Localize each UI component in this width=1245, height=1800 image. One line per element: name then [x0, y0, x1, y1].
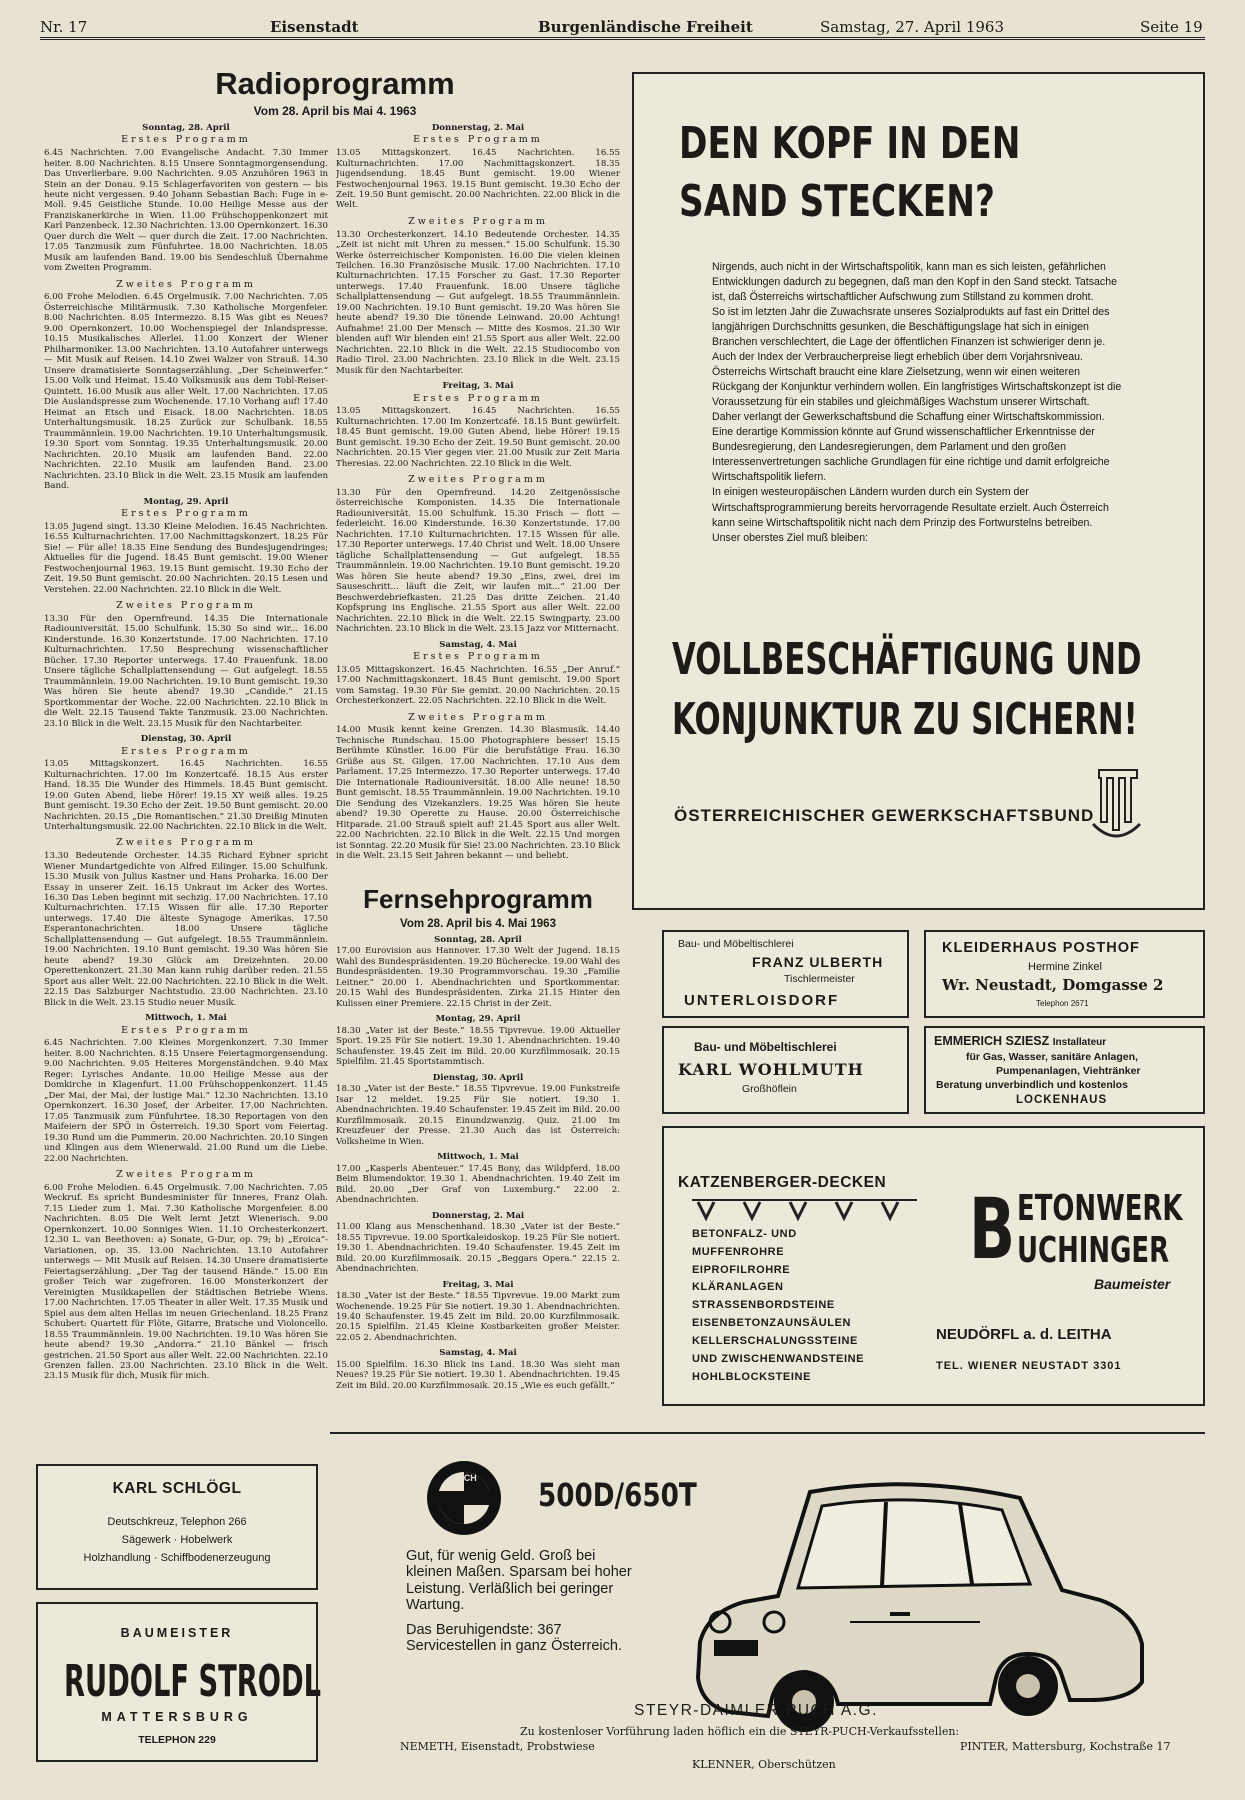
buchinger-initial: B	[969, 1180, 1016, 1278]
radio-subtitle: Vom 28. April bis Mai 4. 1963	[253, 104, 417, 118]
schloegl-line2: Sägewerk · Hobelwerk	[121, 1534, 233, 1546]
buchinger-item: STRASSENBORDSTEINE	[692, 1299, 835, 1312]
strodl-name: RUDOLF STRODL	[64, 1656, 321, 1707]
schloegl-name: KARL SCHLÖGL	[112, 1480, 242, 1497]
ulberth-place: UNTERLOISDORF	[684, 992, 840, 1009]
ogb-logo-icon	[1089, 764, 1144, 846]
sziesz-line4: Beratung unverbindlich und kostenlos	[936, 1079, 1128, 1091]
ogb-body: Nirgends, auch nicht in der Wirtschaftspolitik, kann man es sich leisten, gefährlichen Entwicklungen dadurch zu begegnen, daß man den Kopf in den Sand steckt. Tatsache ist, daß Österreichs wirtschaftlicher Aufschwung zum Stillstand zu kommen droht. So ist im letzten Jahr die Zuwachsrate unseres Sozialprodukts auf fast ein Drittel des langjährigen Durchschnitts gesunken, die Beschäftigungslage hat sich in einigen Branchen verschlechtert, die Lage der öffentlichen Finanzen ist schwieriger denn je. Auch der Index der Verbraucherpreise liegt erheblich über dem Vorjahrsniveau. Österreichs Wirtschaft braucht eine klare Zielsetzung, wenn wir einen weiteren Rückgang der Konjunktur verhindern wollen. Ein langfristiges Wirtschaftskonzept ist die Voraussetzung für ein stabiles und gleichmäßiges Wachstum unserer Wirtschaft. Daher verlangt der Gewerkschaftsbund die Schaffung einer Wirtschaftskommission. Eine derartige Kommission könnte auf Grund wissenschaftlicher Erkenntnisse der Bundesregierung, den Landesregierungen, dem Parlament und den großen Interessenvertretungen sachliche Grundlagen für eine richtige und damit erfolgreiche Wirtschaftspolitik liefern. In einigen westeuropäischen Ländern wurden durch ein System der Wirtschaftsprogrammierung bereits hervorragende Resultate erzielt. Auch Österreich kann seine Wirtschaftspolitik nicht nach dem Prinzip des Fortwurstelns betreiben. Unser oberstes Ziel muß bleiben:	[712, 261, 1122, 544]
radio-block: Zweites Programm 13.30 Orchesterkonzert. 14.10 Bedeutende Orchester. 14.35 „Zeit ist nicht mit Uhren zu messen.“ 15.00 Schulfunk. 15.30 Werke österreichischer Komponisten. 16.00 Die vielen kleinen Teilchen. 16.30 Französische Musik. 17.00 Nachrichten. 17.10 Kulturnachrichten. 17.15 Forscher zu Gast. 17.30 Reporter unterwegs. 17.40 Frauenfunk. 18.00 Unsere tägliche Schallplattensendung — Gut aufgelegt. 18.55 Traummännlein. 19.00 Nachrichten. 19.10 Bunt gemischt. 19.20 Was hören Sie heute abend? 19.30 Die tönende Leinwand. 20.00 Achtung! Aufnahme! 21.00 Der Mensch — Mitte des Kosmos. 21.30 Wir blenden auf! Wir blenden ein! 21.55 Sport aus aller Welt. 22.00 Nachrichten. 22.10 Blick in die Welt. 22.15 Studiocombo von Radio Tirol. 23.00 Nachrichten. 23.10 Blick in die Welt. 23.15 Musik für den Nachtarbeiter.	[336, 215, 620, 376]
sziesz-name: EMMERICH SZIESZ	[934, 1034, 1050, 1048]
buchinger-rest-2: UCHINGER	[1017, 1230, 1170, 1271]
strodl-telephone: TELEPHON 229	[138, 1734, 216, 1746]
ad-ulberth	[662, 930, 909, 1018]
tv-block: Sonntag, 28. April 17.00 Eurovision aus Hannover. 17.30 Welt der Jugend. 18.15 Wahl des Bundespräsidenten. 19.20 Bücherecke. 19.00 Wahl des Bundespräsidenten. 19.30 Programmvorschau. 19.30 „Familie Leitner.“ 20.00 1. Abendnachrichten und Sportkommentar. 20.15 Wahl des Bundespräsidenten. Zirka 21.15 Hinter den Kulissen einer Premiere. 22.15 Christ in der Zeit.	[336, 935, 620, 1009]
sziesz-place: LOCKENHAUS	[1016, 1094, 1108, 1106]
puch-logo-icon	[424, 1458, 504, 1538]
radio-block: Donnerstag, 2. Mai Erstes Programm 13.05 Mittagskonzert. 16.45 Nachrichten. 16.55 Kulturnachrichten. 17.00 Nachmittagskonzert. 18.35 Jugendsendung. 18.45 Bunt gemischt. 19.00 Wiener Festwochenjournal 1963. 19.15 Bunt gemischt. 19.30 Echo der Zeit. 19.50 Bunt gemischt. 20.00 Nachrichten. 22.00 Blick in die Welt.	[336, 123, 620, 211]
ad-buchinger	[662, 1126, 1205, 1406]
radio-block: Montag, 29. April Erstes Programm 13.05 Jugend singt. 13.30 Kleine Melodien. 16.45 Nachrichten. 16.55 Kulturnachrichten. 17.00 Nachmittagskonzert. 18.25 Für Sie! — Für alle! 18.35 Eine Sendung des Bundesjugendringes; Aktuelles für die Jugend. 18.45 Bunt gemischt. 19.00 Wiener Festwochenjournal 1963. 19.15 Bunt gemischt. 19.30 Echo der Zeit. 19.50 Bunt gemischt. 20.00 Nachrichten. 20.15 Lesen und Verstehen. 22.00 Nachrichten. 22.10 Blick in die Welt.	[44, 496, 328, 595]
radio-block: Zweites Programm 13.30 Für den Opernfreund. 14.20 Zeitgenössische österreichische Komponisten. 14.35 Die Internationale Radiouniversität. 15.00 Schulfunk. 15.30 Frisch — flott — federleicht. 16.00 Kinderstunde. 16.30 Konzertstunde. 17.00 Nachrichten. 17.10 Kulturnachrichten. 17.15 Wissen für alle. 17.30 Reporter unterwegs. 17.40 Christ und Welt. 18.00 Unsere tägliche Schallplattensendung — Gut aufgelegt. 18.55 Traummännlein. 19.00 Nachrichten. 19.10 Bunt gemischt. 19.20 Was hören Sie heute abend? 19.30 „Eins, zwei, drei im Sauseschritt... läuft die Zeit, wir laufen mit...“ 21.00 Der Beschwerdebriefkasten. 21.25 Das dritte Zeichen. 21.40 Kopfsprung ins Englische. 21.55 Sport aus aller Welt. 22.00 Nachrichten. 22.10 Blick in die Welt. 22.15 Swingparty. 23.00 Nachrichten. 23.10 Blick in die Welt. 23.15 Jazz vor Mitternacht.	[336, 474, 620, 635]
sziesz-name-line	[934, 1034, 1106, 1048]
radio-block: Zweites Programm 6.00 Frohe Melodien. 6.45 Orgelmusik. 7.00 Nachrichten. 7.05 Weckruf. Es spricht Bundesminister für Inneres, Franz Olah. 7.15 Lieder zum 1. Mai. 7.30 Katholische Morgenfeier. 8.00 Nachrichten. 8.05 Die Welt lernt Jetzt Wienerisch. 9.00 Opernkonzert. 10.00 Sonniges Wien. 11.10 Orchesterkonzert. 12.30 L. van Beethoven: a) Sonate, G-Dur, op. 79; b) „Eroica“-Variationen, op. 35. 13.00 Nachrichten. 13.10 Autofahrer unterwegs — Mit Musik auf Reisen. 14.30 Unsere dramatisierte Feiertagserzählung. „Der Tag der tausend Hände.“ 15.00 Ein großer Teich war zugefroren. 16.00 Monsterkonzert der Vereinigten Musikkapellen der Städtischen Betriebe Wiens. 17.00 Nachrichten. 17.05 Theater in aller Welt. 17.35 Musik und Spiel aus dem alten Hellas im neuen Griechenland. 18.25 Franz Schubert: Quartett für Flöte, Gitarre, Bratsche und Violoncello. 18.55 Traummännlein. 19.00 Nachrichten. 19.10 Was hören Sie heute abend? 19.30 „Andorra.“ 21.10 Bänkel — frisch gestrichen. 21.50 Sport aus aller Welt. 22.00 Nachrichten. 22.10 Grenzen fallen. 23.00 Nachrichten. 23.10 Blick in die Welt. 23.15 Musik für dich, Musik für mich.	[44, 1169, 328, 1382]
car-illustration	[690, 1472, 1150, 1737]
buchinger-telephone: TEL. WIENER NEUSTADT 3301	[936, 1360, 1122, 1372]
ulberth-role: Tischlermeister	[784, 973, 855, 985]
buchinger-rest-1: ETONWERK	[1017, 1188, 1183, 1229]
ad-gewerkschaftsbund	[632, 72, 1205, 910]
buchinger-brand: KATZENBERGER-DECKEN	[678, 1174, 887, 1191]
strodl-role: BAUMEISTER	[120, 1626, 234, 1640]
radio-block: Mittwoch, 1. Mai Erstes Programm 6.45 Nachrichten. 7.00 Kleines Morgenkonzert. 7.30 Immer heiter. 8.00 Nachrichten. 8.15 Unsere Feiertagmorgensendung. 9.00 Nachrichten. 9.05 Heiteres Morgenständchen. 9.40 Max Reger: Lyrisches Andante. 10.00 Heilige Messe aus der Domkirche in Klagenfurt. 11.00 Frühschoppenkonzert. 11.45 „Der Mai, der Mai, der lustige Mai.“ 12.30 Nachrichten. 13.10 Opernkonzert. 16.30 Josef, der Arbeiter. 17.00 Nachrichten. 17.05 Tanzmusik zum Fünfuhrtee. 18.30 Reportagen von den Maifeiern der SPÖ in Österreich. 19.30 Sport vom Feiertag. 19.30 Rund um die Pummerin. 20.00 Nachrichten. 20.10 Singen und Klingen aus dem Wienerwald. 21.00 Rund um die Liebe. 22.00 Nachrichten.	[44, 1013, 328, 1164]
ad-wohlmuth	[662, 1026, 909, 1114]
puch-dealer-1: NEMETH, Eisenstadt, Probstwiese	[400, 1740, 595, 1753]
schloegl-line3: Holzhandlung · Schiffbodenerzeugung	[83, 1552, 271, 1564]
header-date: Samstag, 27. April 1963	[820, 18, 1005, 36]
ad-sziesz	[924, 1026, 1205, 1114]
radio-block: Zweites Programm 6.00 Frohe Melodien. 6.45 Orgelmusik. 7.00 Nachrichten. 7.05 Österreichische Militärmusik. 7.30 Katholische Morgenfeier. 8.00 Nachrichten. 8.05 Intermezzo. 8.15 Was gibt es Neues? 9.00 Opernkonzert. 10.00 Wochenspiegel der Inlandspresse. 10.15 Musikalisches Allerlei. 11.00 Konzert der Wiener Philharmoniker. 13.00 Nachrichten. 13.10 Autofahrer unterwegs — Mit Musik auf Reisen. 14.10 Zwei Walzer von Strauß. 14.30 Unsere dramatisierte Sonntagserzählung. „Der Scheinwerfer.“ 15.00 Volk und Heimat. 15.40 Volksmusik aus dem Tobl-Reiser-Quintett. 16.00 Musik aus aller Welt. 17.00 Nachrichten. 17.05 Die Auslandspresse zum Wochenende. 17.10 Vorhang auf! 17.40 Heimat an Etsch und Eisack. 18.00 Nachrichten. 18.05 Unterhaltungsmusik. 18.25 Zurück zur Schulbank. 18.55 Traummännlein. 19.00 Nachrichten. 19.10 Unterhaltungsmusik. 19.30 Sport vom Sonntag. 19.35 Unterhaltungsmusik. 20.00 Nachrichten. 20.10 Musik am laufenden Band. 22.00 Nachrichten. 22.10 Musik am laufenden Band. 23.00 Nachrichten. 23.10 Blick in die Welt. 23.15 Musik am laufenden Band.	[44, 278, 328, 492]
ad-posthof	[924, 930, 1205, 1018]
header-town: Eisenstadt	[270, 18, 359, 36]
ogb-slogan-2: KONJUNKTUR ZU SICHERN!	[672, 694, 1138, 745]
ad-puch	[330, 1440, 1210, 1795]
tv-block: Mittwoch, 1. Mai 17.00 „Kasperls Abenteuer.“ 17.45 Bony, das Wildpferd. 18.00 Beim Blumendoktor. 19.30 1. Abendnachrichten. 19.40 Zeit im Bild. 20.00 „Der Graf von Luxemburg.“ 22.00 2. Abendnachrichten.	[336, 1152, 620, 1206]
wohlmuth-place: Großhöflein	[742, 1083, 797, 1095]
radio-block: Dienstag, 30. April Erstes Programm 13.05 Mittagskonzert. 16.45 Nachrichten. 16.55 Kulturnachrichten. 17.00 Im Konzertcafé. 18.15 Aus erster Hand. 18.35 Die Wunder des Himmels. 18.45 Bunt gemischt. 19.00 Guten Abend, liebe Hörer! 19.15 XY weiß alles. 19.25 Bunt gemischt. 19.30 Echo der Zeit. 19.50 Bunt gemischt. 20.00 Nachrichten. 20.15 „Die Romantischen.“ 21.30 Dreißig Minuten Unterhaltungsmusik. 22.00 Nachrichten. 22.10 Blick in die Welt.	[44, 734, 328, 832]
buchinger-item: EISENBETONZAUNSÄULEN	[692, 1317, 852, 1330]
radio-block: Sonntag, 28. April Erstes Programm 6.45 Nachrichten. 7.00 Evangelische Andacht. 7.30 Immer heiter. 8.00 Nachrichten. 8.15 Unsere Sonntagmorgensendung. Das Unverlierbare. 9.00 Nachrichten. 9.05 Anzuhören 1963 in Stein an der Donau. 9.15 Schlagerfavoriten von gestern — bis heute nicht vergessen. 9.40 Johann Sebastian Bach: Fuge in e-Moll. 9.45 Geistliche Stunde. 10.00 Heilige Messe aus der Franziskanerkirche in Wien. 11.00 Frühschoppenkonzert mit Karl Panzenbeck. 12.30 Nachrichten. 13.00 Opernkonzert. 16.30 Quer durch die Welt — quer durch die Zeit. 17.00 Nachrichten. 17.05 Tanzmusik zum Fünfuhrtee. 18.00 Nachrichten. 18.05 Musik am laufenden Band. 19.00 bis Sendeschluß Übernahme vom Zweiten Programm.	[44, 123, 328, 274]
puch-dealer-2: PINTER, Mattersburg, Kochstraße 17	[960, 1740, 1171, 1753]
posthof-name: KLEIDERHAUS POSTHOF	[942, 940, 1140, 956]
tv-block: Donnerstag, 2. Mai 11.00 Klang aus Menschenhand. 18.30 „Vater ist der Beste.“ 18.55 Tipvrevue. 19.00 Sportkaleidoskop. 19.25 Für Sie notiert. 19.30 1. Abendnachrichten. 19.40 Schaufenster. 19.45 Zeit im Bild. 20.00 Kurzfilmmosaik. 20.15 „Beggars Opera.“ 22.15 2. Abendnachrichten.	[336, 1210, 620, 1275]
posthof-address: Wr. Neustadt, Domgasse 2	[942, 976, 1164, 994]
puch-tagline: Zu kostenloser Vorführung laden höflich ein die STEYR-PUCH-Verkaufsstellen:	[520, 1725, 960, 1738]
puch-text-1: Gut, für wenig Geld. Groß bei kleinen Maßen. Sparsam bei hoher Leistung. Verläßlich bei geringer Wartung.	[406, 1548, 632, 1614]
ulberth-name: FRANZ ULBERTH	[752, 954, 884, 970]
buchinger-place: NEUDÖRFL a. d. LEITHA	[936, 1326, 1112, 1343]
ogb-headline-1: DEN KOPF IN DEN	[679, 118, 1021, 169]
radio-block: Freitag, 3. Mai Erstes Programm 13.05 Mittagskonzert. 16.45 Nachrichten. 16.55 Kulturnachrichten. 17.00 Im Konzertcafé. 18.15 Bunt gewürfelt. 18.45 Bunt gemischt. 19.00 Guten Abend, liebe Hörer! 19.15 Bunt gemischt. 19.30 Echo der Zeit. 19.50 Bunt gemischt. 20.00 Nachrichten. 20.15 Vier gegen vier. 21.00 Musik zur Zeit Maria Theresias. 22.00 Nachrichten. 22.10 Blick in die Welt.	[336, 381, 620, 469]
buchinger-item: UND ZWISCHENWANDSTEINE	[692, 1352, 865, 1365]
sziesz-line3: Pumpenanlagen, Viehtränker	[996, 1065, 1141, 1077]
puch-company: STEYR-DAIMLER-PUCH A.G.	[634, 1702, 878, 1719]
buchinger-item: BETONFALZ- UND	[692, 1228, 797, 1240]
radio-block: Zweites Programm 14.00 Musik kennt keine Grenzen. 14.30 Blasmusik. 14.40 Technische Rundschau. 15.00 Photographiere besser! 15.15 Berühmte Künstler. 16.00 Für die berufstätige Frau. 16.30 Grüße aus St. Gilgen. 17.00 Nachrichten. 17.10 Aus dem Parlament. 17.25 Intermezzo. 17.30 Reporter unterwegs. 17.40 Die Internationale Radiouniversität. 18.00 Alle neune! 18.50 Bunt gemischt. 18.55 Traummännlein. 19.00 Nachrichten. 19.10 Die Sendung des Vizekanzlers. 19.25 Was hören Sie heute abend? 19.30 Operette zu Hause. 20.00 Österreichische Hitparade. 21.00 Strauß spielt auf! 21.45 Sport aus aller Welt. 22.00 Nachrichten. 22.10 Blick in die Welt. 22.15 Und morgen ist Sonntag. 22.20 Musik für Sie! 23.00 Nachrichten. 23.10 Blick in die Welt. 23.15 Seit Jahren bekannt — und beliebt.	[336, 711, 620, 862]
schloegl-line1: Deutschkreuz, Telephon 266	[107, 1516, 247, 1528]
divider	[330, 1432, 1205, 1434]
puch-dealer-3: KLENNER, Oberschützen	[692, 1758, 836, 1771]
tv-subtitle: Vom 28. April bis 4. Mai 1963	[400, 918, 556, 930]
radio-title: Radioprogramm	[215, 66, 455, 101]
radio-block: Zweites Programm 13.30 Für den Opernfreund. 14.35 Die Internationale Radiouniversität. 15.00 Schulfunk. 15.30 So sind wir... 16.00 Kinderstunde. 16.30 Konzertstunde. 17.00 Nachrichten. 17.10 Kulturnachrichten. 17.50 Besprechung wissenschaftlicher Bücher. 17.30 Reporter unterwegs. 17.40 Frauenfunk. 18.00 Unsere tägliche Schallplattensendung — Gut aufgelegt. 18.55 Traummännlein. 19.00 Nachrichten. 19.10 Bunt gemischt. 19.30 Was hören Sie heute abend? 19.30 „Candide.“ 21.15 Sportkommentar der Woche. 22.00 Nachrichten. 22.10 Blick in die Welt. 22.15 Tausend Takte Tanzmusik. 23.00 Nachrichten. 23.10 Blick in die Welt. 23.15 Musik für den Nachtarbeiter.	[44, 600, 328, 729]
buchinger-item: HOHLBLOCKSTEINE	[692, 1370, 811, 1383]
tv-column	[336, 930, 620, 1414]
puch-model: 500D/650T	[538, 1476, 697, 1514]
buchinger-items	[692, 1226, 864, 1386]
strodl-place: MATTERSBURG	[101, 1710, 253, 1724]
posthof-telephone: Telephon 2671	[1036, 999, 1089, 1008]
ogb-headline-2: SAND STECKEN?	[679, 176, 995, 227]
buchinger-item: KLÄRANLAGEN	[692, 1281, 784, 1294]
puch-text-2: Das Beruhigendste: 367 Servicestellen in ganz Österreich.	[406, 1622, 622, 1655]
ulberth-line1: Bau- und Möbeltischlerei	[678, 938, 794, 950]
sziesz-line2: für Gas, Wasser, sanitäre Anlagen,	[966, 1051, 1138, 1063]
radio-column-left	[44, 118, 328, 1408]
radio-block: Zweites Programm 13.30 Bedeutende Orchester. 14.35 Richard Eybner spricht Wiener Mundartgedichte von Alfred Eilinger. 15.00 Schulfunk. 15.30 Musik von Julius Kastner und Hans Proharka. 16.00 Der Essay in unserer Zeit. 16.15 Unkraut im Acker des Wortes. 16.30 Das Leben beginnt mit sechzig. 17.00 Nachrichten. 17.10 Kulturnachrichten. 17.15 Wissen für alle. 17.30 Reporter unterwegs. 17.40 Die älteste Synagoge Amerikas. 17.50 Esperantonachrichten. 18.00 Unsere tägliche Schallplattensendung — Gut aufgelegt. 18.55 Traummännlein. 19.00 Nachrichten. 19.10 Bunt gemischt. 19.30 Was hören Sie heute abend? 19.30 Glück am Dreizehnten. 20.00 Operettenkonzert. 21.30 Man kann ruhig darüber reden. 21.55 Sport aus aller Welt. 22.00 Nachrichten. 22.10 Blick in die Welt. 22.15 Das Salzburger Nachtstudio. 23.00 Nachrichten. 23.10 Blick in die Welt. 23.15 Studio neuer Musik.	[44, 837, 328, 1008]
tv-block: Dienstag, 30. April 18.30 „Vater ist der Beste.“ 18.55 Tipvrevue. 19.00 Funkstreife Isar 12 meldet. 19.25 Für Sie notiert. 19.30 1. Abendnachrichten. 19.40 Schaufenster. 19.45 Zeit im Bild. 20.00 Kurzfilmmosaik. 20.15 Einundzwanzig. Quiz. 21.00 Im Kreuzfeuer der Presse. 21.30 Auch das ist Österreich: Volksheime in Wien.	[336, 1072, 620, 1147]
page-header	[40, 14, 1205, 40]
ogb-slogan-1: VOLLBESCHÄFTIGUNG UND	[672, 634, 1142, 685]
buchinger-item: KELLERSCHALUNGSSTEINE	[692, 1334, 858, 1347]
buchinger-item: MUFFENROHRE	[692, 1245, 785, 1258]
tv-block: Samstag, 4. Mai 15.00 Spielfilm. 16.30 Blick ins Land. 18.30 Was sieht man Neues? 19.25 Für Sie notiert. 19.30 1. Abendnachrichten. 19.45 Zeit im Bild. 20.00 Kurzfilmmosaik. 20.15 „Wie es euch gefällt.“	[336, 1348, 620, 1391]
issue-number: Nr. 17	[40, 18, 88, 36]
tv-block: Freitag, 3. Mai 18.30 „Vater ist der Beste.“ 18.55 Tipvrevue. 19.00 Markt zum Wochenende. 19.25 Für Sie notiert. 19.30 1. Abendnachrichten. 19.40 Schaufenster. 19.45 Zeit im Bild. 20.00 Kurzfilmmosaik. 20.15 Spielfilm. 21.45 Kleine Kostbarkeiten großer Meister. 22.05 2. Abendnachrichten.	[336, 1279, 620, 1343]
puch-badge-text: PUCH	[451, 1473, 477, 1483]
tv-block: Montag, 29. April 18.30 „Vater ist der Beste.“ 18.55 Tipvrevue. 19.00 Aktueller Sport. 19.25 Für Sie notiert. 19.30 1. Abendnachrichten. 19.40 Schaufenster. 19.45 Zeit im Bild. 20.00 Kurzfilmmosaik. 20.15 Spielfilm. 21.45 Sportstammtisch.	[336, 1014, 620, 1068]
posthof-owner: Hermine Zinkel	[1028, 961, 1102, 973]
header-page: Seite 19	[1140, 18, 1203, 36]
buchinger-title: Baumeister	[1094, 1276, 1171, 1292]
ogb-organization: ÖSTERREICHISCHER GEWERKSCHAFTSBUND	[674, 806, 1095, 825]
radio-block: Samstag, 4. Mai Erstes Programm 13.05 Mittagskonzert. 16.45 Nachrichten. 16.55 „Der Anruf.“ 17.00 Nachmittagskonzert. 18.45 Bunt gemischt. 19.00 Sport vom Samstag. 19.30 Für Sie gemixt. 20.00 Nachrichten. 20.15 Orchesterkonzert. 22.05 Nachrichten. 22.10 Blick in die Welt.	[336, 639, 620, 707]
tv-title: Fernsehprogramm	[363, 884, 593, 914]
deck-profile-icon	[692, 1194, 917, 1222]
radio-column-middle	[336, 118, 620, 888]
header-paper: Burgenländische Freiheit	[538, 18, 753, 36]
buchinger-item: EIPROFILROHRE	[692, 1263, 791, 1276]
ad-schloegl	[36, 1464, 318, 1590]
wohlmuth-name: KARL WOHLMUTH	[678, 1060, 864, 1079]
ad-strodl	[36, 1602, 321, 1762]
sziesz-trade: Installateur	[1052, 1037, 1107, 1048]
wohlmuth-line1: Bau- und Möbeltischlerei	[694, 1040, 837, 1054]
